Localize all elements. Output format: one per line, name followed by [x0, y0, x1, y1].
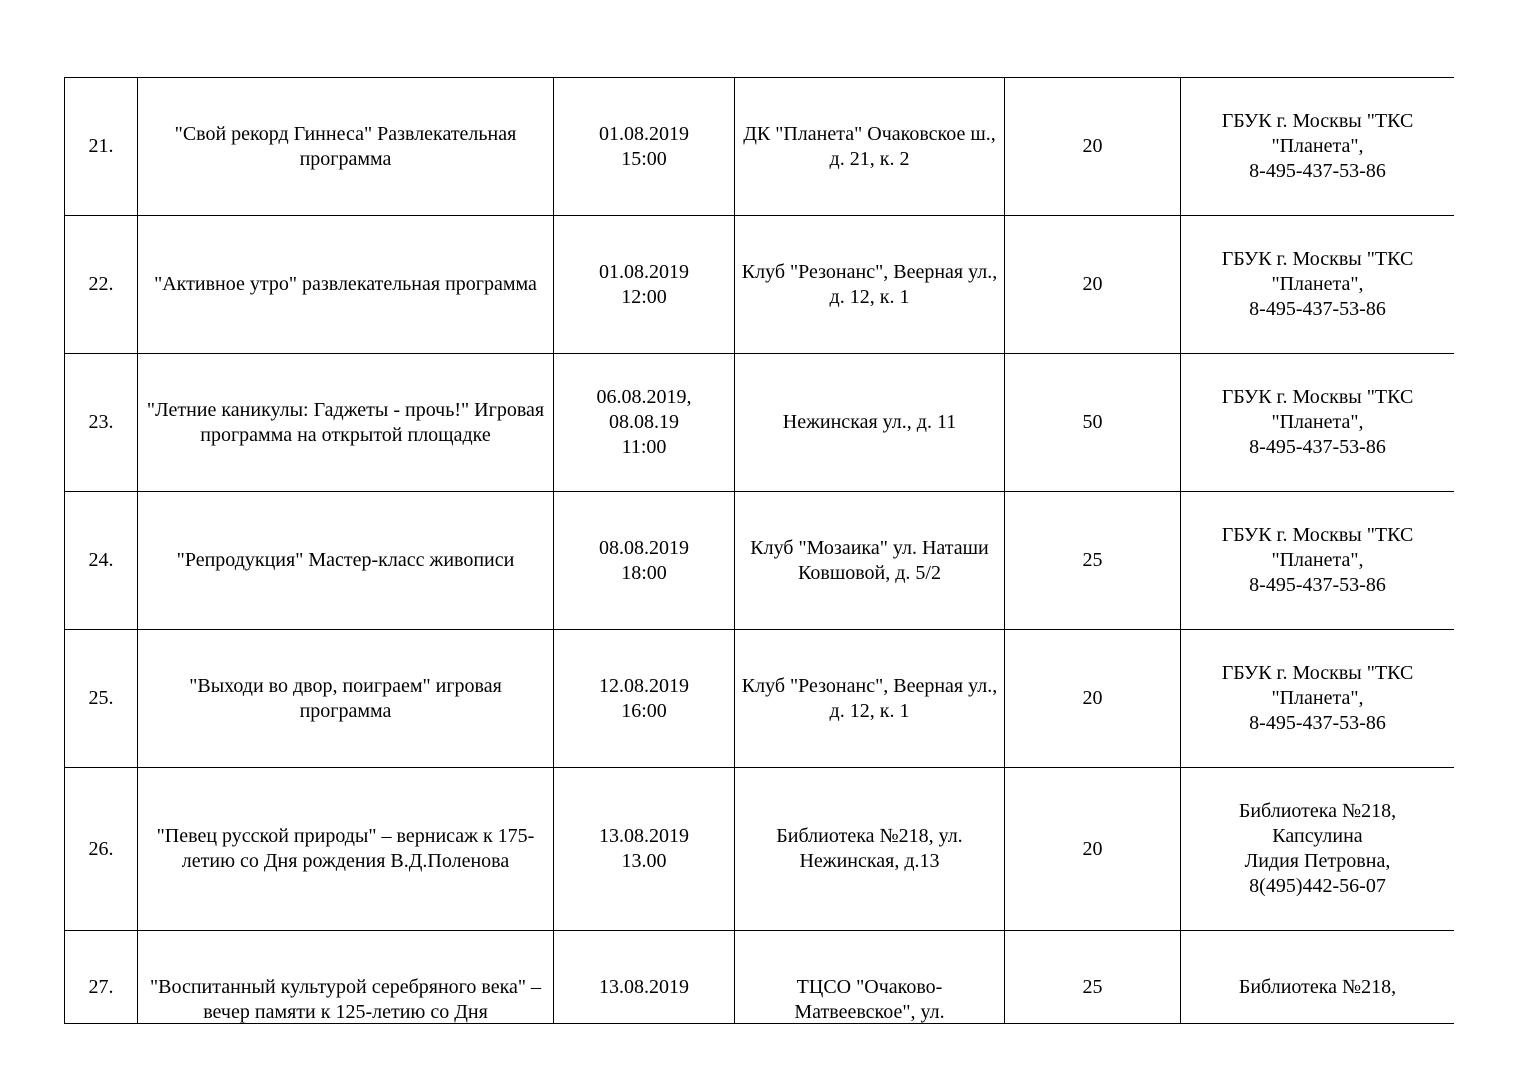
event-title: "Певец русской природы" – вернисаж к 175-летию со Дня рождения В.Д.Поленова: [138, 768, 554, 931]
organizer-contact: ГБУК г. Москвы "ТКС "Планета", 8-495-437-53-86: [1181, 354, 1454, 492]
participant-count: 20: [1005, 630, 1181, 768]
event-datetime: 01.08.2019 12:00: [554, 216, 735, 354]
event-title: "Репродукция" Мастер-класс живописи: [138, 492, 554, 630]
organizer-contact: ГБУК г. Москвы "ТКС "Планета", 8-495-437-53-86: [1181, 216, 1454, 354]
event-place: Клуб "Резонанс", Веерная ул., д. 12, к. 1: [735, 216, 1005, 354]
participant-count: 25: [1005, 931, 1181, 1024]
organizer-contact: Библиотека №218,: [1181, 931, 1454, 1024]
event-place: Библиотека №218, ул. Нежинская, д.13: [735, 768, 1005, 931]
participant-count: 25: [1005, 492, 1181, 630]
row-number: 24.: [65, 492, 138, 630]
row-number: 27.: [65, 931, 138, 1024]
event-datetime: 13.08.2019: [554, 931, 735, 1024]
row-number: 26.: [65, 768, 138, 931]
event-place: Клуб "Мозаика" ул. Наташи Ковшовой, д. 5/2: [735, 492, 1005, 630]
events-table: [64, 77, 1454, 1024]
event-datetime: 13.08.2019 13.00: [554, 768, 735, 931]
organizer-contact: ГБУК г. Москвы "ТКС "Планета", 8-495-437-53-86: [1181, 630, 1454, 768]
row-number: 23.: [65, 354, 138, 492]
event-datetime: 08.08.2019 18:00: [554, 492, 735, 630]
participant-count: 20: [1005, 768, 1181, 931]
event-datetime: 06.08.2019, 08.08.19 11:00: [554, 354, 735, 492]
participant-count: 50: [1005, 354, 1181, 492]
event-place: ТЦСО "Очаково- Матвеевское", ул.: [735, 931, 1005, 1024]
row-number: 22.: [65, 216, 138, 354]
event-title: "Свой рекорд Гиннеса" Развлекательная программа: [138, 78, 554, 216]
event-place: Клуб "Резонанс", Веерная ул., д. 12, к. 1: [735, 630, 1005, 768]
participant-count: 20: [1005, 78, 1181, 216]
organizer-contact: ГБУК г. Москвы "ТКС "Планета", 8-495-437-53-86: [1181, 78, 1454, 216]
event-title: "Активное утро" развлекательная программа: [138, 216, 554, 354]
event-datetime: 01.08.2019 15:00: [554, 78, 735, 216]
event-place: Нежинская ул., д. 11: [735, 354, 1005, 492]
organizer-contact: Библиотека №218, Капсулина Лидия Петровна, 8(495)442-56-07: [1181, 768, 1454, 931]
event-title: "Летние каникулы: Гаджеты - прочь!" Игровая программа на открытой площадке: [138, 354, 554, 492]
event-title: "Выходи во двор, поиграем" игровая программа: [138, 630, 554, 768]
event-title: "Воспитанный культурой серебряного века" – вечер памяти к 125-летию со Дня: [138, 931, 554, 1024]
participant-count: 20: [1005, 216, 1181, 354]
row-number: 25.: [65, 630, 138, 768]
row-number: 21.: [65, 78, 138, 216]
event-datetime: 12.08.2019 16:00: [554, 630, 735, 768]
organizer-contact: ГБУК г. Москвы "ТКС "Планета", 8-495-437-53-86: [1181, 492, 1454, 630]
event-place: ДК "Планета" Очаковское ш., д. 21, к. 2: [735, 78, 1005, 216]
